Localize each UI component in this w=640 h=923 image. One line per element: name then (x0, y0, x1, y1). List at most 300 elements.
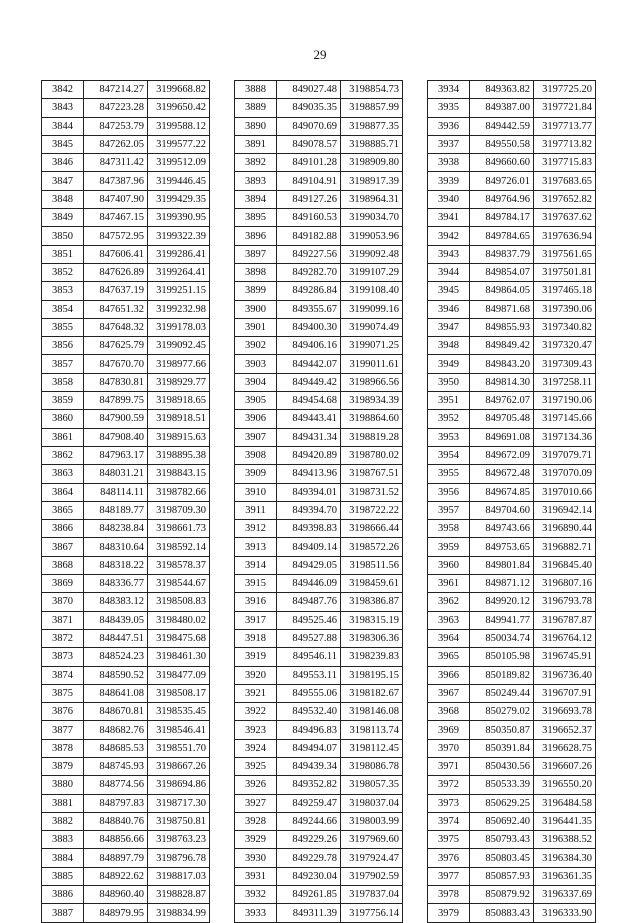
table-row (428, 135, 596, 153)
x-coordinate-cell: 850803.45 (470, 849, 534, 867)
point-id-cell: 3973 (428, 794, 470, 812)
table-row (235, 703, 403, 721)
x-coordinate-cell: 849843.20 (470, 355, 534, 373)
table-row (42, 703, 210, 721)
y-coordinate-cell: 3198551.70 (148, 739, 210, 757)
x-coordinate-cell: 848745.93 (84, 757, 148, 775)
y-coordinate-cell: 3198780.02 (341, 446, 403, 464)
x-coordinate-cell: 847670.70 (84, 355, 148, 373)
x-coordinate-cell: 849420.89 (277, 446, 341, 464)
point-id-cell: 3965 (428, 648, 470, 666)
point-id-cell: 3875 (42, 684, 84, 702)
y-coordinate-cell: 3199264.41 (148, 263, 210, 281)
y-coordinate-cell: 3198817.03 (148, 867, 210, 885)
x-coordinate-cell: 848979.95 (84, 904, 148, 922)
point-id-cell: 3874 (42, 666, 84, 684)
y-coordinate-cell: 3196628.75 (534, 739, 596, 757)
point-id-cell: 3940 (428, 190, 470, 208)
point-id-cell: 3939 (428, 172, 470, 190)
table-row (42, 99, 210, 117)
x-coordinate-cell: 847387.96 (84, 172, 148, 190)
x-coordinate-cell: 849546.11 (277, 648, 341, 666)
x-coordinate-cell: 849532.40 (277, 703, 341, 721)
table-row (235, 593, 403, 611)
point-id-cell: 3977 (428, 867, 470, 885)
point-id-cell: 3926 (235, 776, 277, 794)
x-coordinate-cell: 849855.93 (470, 318, 534, 336)
point-id-cell: 3872 (42, 629, 84, 647)
x-coordinate-cell: 848797.83 (84, 794, 148, 812)
table-row (42, 263, 210, 281)
x-coordinate-cell: 848383.12 (84, 593, 148, 611)
point-id-cell: 3903 (235, 355, 277, 373)
table-row (428, 867, 596, 885)
table-row (42, 520, 210, 538)
y-coordinate-cell: 3199092.48 (341, 245, 403, 263)
x-coordinate-cell: 847606.41 (84, 245, 148, 263)
point-id-cell: 3895 (235, 209, 277, 227)
table-row (42, 209, 210, 227)
y-coordinate-cell: 3199577.22 (148, 135, 210, 153)
table-row (235, 757, 403, 775)
x-coordinate-cell: 849871.12 (470, 575, 534, 593)
table-row (428, 538, 596, 556)
y-coordinate-cell: 3196942.14 (534, 501, 596, 519)
x-coordinate-cell: 847407.90 (84, 190, 148, 208)
x-coordinate-cell: 847637.19 (84, 282, 148, 300)
x-coordinate-cell: 849311.39 (277, 904, 341, 922)
x-coordinate-cell: 848238.84 (84, 520, 148, 538)
table-row (428, 703, 596, 721)
point-id-cell: 3974 (428, 812, 470, 830)
table-row (428, 465, 596, 483)
page-number: 29 (313, 47, 327, 62)
point-id-cell: 3870 (42, 593, 84, 611)
y-coordinate-cell: 3198731.52 (341, 483, 403, 501)
y-coordinate-cell: 3198763.23 (148, 831, 210, 849)
table-row (428, 593, 596, 611)
x-coordinate-cell: 848840.76 (84, 812, 148, 830)
x-coordinate-cell: 849550.58 (470, 135, 534, 153)
y-coordinate-cell: 3196337.69 (534, 886, 596, 904)
table-row (42, 886, 210, 904)
table-row (428, 684, 596, 702)
point-id-cell: 3948 (428, 337, 470, 355)
point-id-cell: 3902 (235, 337, 277, 355)
point-id-cell: 3936 (428, 117, 470, 135)
y-coordinate-cell: 3197756.14 (341, 904, 403, 922)
table-row (235, 684, 403, 702)
x-coordinate-cell: 849027.48 (277, 81, 341, 99)
x-coordinate-cell: 847908.40 (84, 428, 148, 446)
table-row (428, 81, 596, 99)
x-coordinate-cell: 847467.15 (84, 209, 148, 227)
point-id-cell: 3850 (42, 227, 84, 245)
y-coordinate-cell: 3197837.04 (341, 886, 403, 904)
point-id-cell: 3852 (42, 263, 84, 281)
point-id-cell: 3938 (428, 154, 470, 172)
point-id-cell: 3978 (428, 886, 470, 904)
table-row (42, 794, 210, 812)
y-coordinate-cell: 3198843.15 (148, 465, 210, 483)
x-coordinate-cell: 847572.95 (84, 227, 148, 245)
x-coordinate-cell: 850793.43 (470, 831, 534, 849)
table-row (42, 611, 210, 629)
x-coordinate-cell: 849409.14 (277, 538, 341, 556)
y-coordinate-cell: 3198934.39 (341, 392, 403, 410)
table-row (42, 428, 210, 446)
point-id-cell: 3979 (428, 904, 470, 922)
point-id-cell: 3947 (428, 318, 470, 336)
x-coordinate-cell: 847900.59 (84, 410, 148, 428)
table-row (235, 154, 403, 172)
x-coordinate-cell: 849487.76 (277, 593, 341, 611)
table-row (42, 721, 210, 739)
x-coordinate-cell: 849494.07 (277, 739, 341, 757)
y-coordinate-cell: 3197134.36 (534, 428, 596, 446)
point-id-cell: 3912 (235, 520, 277, 538)
y-coordinate-cell: 3198828.87 (148, 886, 210, 904)
y-coordinate-cell: 3196693.78 (534, 703, 596, 721)
x-coordinate-cell: 850883.43 (470, 904, 534, 922)
y-coordinate-cell: 3197713.82 (534, 135, 596, 153)
y-coordinate-cell: 3199322.39 (148, 227, 210, 245)
x-coordinate-cell: 849244.66 (277, 812, 341, 830)
coordinate-table-3 (427, 80, 596, 923)
y-coordinate-cell: 3198767.51 (341, 465, 403, 483)
point-id-cell: 3871 (42, 611, 84, 629)
x-coordinate-cell: 847311.42 (84, 154, 148, 172)
coordinate-table-2 (234, 80, 403, 923)
table-row (235, 81, 403, 99)
point-id-cell: 3893 (235, 172, 277, 190)
x-coordinate-cell: 849160.53 (277, 209, 341, 227)
table-row (428, 154, 596, 172)
y-coordinate-cell: 3196441.35 (534, 812, 596, 830)
table-row (42, 117, 210, 135)
point-id-cell: 3970 (428, 739, 470, 757)
table-row (235, 172, 403, 190)
y-coordinate-cell: 3198146.08 (341, 703, 403, 721)
table-row (235, 648, 403, 666)
x-coordinate-cell: 849413.96 (277, 465, 341, 483)
y-coordinate-cell: 3198666.44 (341, 520, 403, 538)
y-coordinate-cell: 3198915.63 (148, 428, 210, 446)
y-coordinate-cell: 3198834.99 (148, 904, 210, 922)
point-id-cell: 3914 (235, 556, 277, 574)
table-row (235, 812, 403, 830)
x-coordinate-cell: 850279.02 (470, 703, 534, 721)
table-row (42, 172, 210, 190)
point-id-cell: 3905 (235, 392, 277, 410)
x-coordinate-cell: 847626.89 (84, 263, 148, 281)
y-coordinate-cell: 3197924.47 (341, 849, 403, 867)
x-coordinate-cell: 849363.82 (470, 81, 534, 99)
table-row (42, 465, 210, 483)
x-coordinate-cell: 849941.77 (470, 611, 534, 629)
table-row (428, 648, 596, 666)
x-coordinate-cell: 847830.81 (84, 373, 148, 391)
y-coordinate-cell: 3198544.67 (148, 575, 210, 593)
x-coordinate-cell: 849674.85 (470, 483, 534, 501)
point-id-cell: 3877 (42, 721, 84, 739)
point-id-cell: 3972 (428, 776, 470, 794)
x-coordinate-cell: 849496.83 (277, 721, 341, 739)
x-coordinate-cell: 849229.26 (277, 831, 341, 849)
y-coordinate-cell: 3199074.49 (341, 318, 403, 336)
point-id-cell: 3862 (42, 446, 84, 464)
y-coordinate-cell: 3199668.82 (148, 81, 210, 99)
table-row (235, 611, 403, 629)
y-coordinate-cell: 3199108.40 (341, 282, 403, 300)
x-coordinate-cell: 847899.75 (84, 392, 148, 410)
table-row (42, 483, 210, 501)
y-coordinate-cell: 3198592.14 (148, 538, 210, 556)
table-row (428, 172, 596, 190)
table-row (42, 849, 210, 867)
y-coordinate-cell: 3196333.90 (534, 904, 596, 922)
table-row (42, 867, 210, 885)
x-coordinate-cell: 847253.79 (84, 117, 148, 135)
y-coordinate-cell: 3199286.41 (148, 245, 210, 263)
table-row (235, 904, 403, 922)
point-id-cell: 3971 (428, 757, 470, 775)
table-row (428, 355, 596, 373)
point-id-cell: 3958 (428, 520, 470, 538)
x-coordinate-cell: 849101.28 (277, 154, 341, 172)
x-coordinate-cell: 847651.32 (84, 300, 148, 318)
point-id-cell: 3863 (42, 465, 84, 483)
table-row (428, 849, 596, 867)
y-coordinate-cell: 3197969.60 (341, 831, 403, 849)
x-coordinate-cell: 849555.06 (277, 684, 341, 702)
x-coordinate-cell: 848856.66 (84, 831, 148, 849)
y-coordinate-cell: 3199251.15 (148, 282, 210, 300)
point-id-cell: 3900 (235, 300, 277, 318)
y-coordinate-cell: 3198239.83 (341, 648, 403, 666)
point-id-cell: 3878 (42, 739, 84, 757)
y-coordinate-cell: 3197902.59 (341, 867, 403, 885)
x-coordinate-cell: 848439.05 (84, 611, 148, 629)
y-coordinate-cell: 3196845.40 (534, 556, 596, 574)
x-coordinate-cell: 848641.08 (84, 684, 148, 702)
y-coordinate-cell: 3198722.22 (341, 501, 403, 519)
x-coordinate-cell: 849762.07 (470, 392, 534, 410)
y-coordinate-cell: 3199011.61 (341, 355, 403, 373)
x-coordinate-cell: 849672.48 (470, 465, 534, 483)
x-coordinate-cell: 848336.77 (84, 575, 148, 593)
point-id-cell: 3933 (235, 904, 277, 922)
y-coordinate-cell: 3198918.65 (148, 392, 210, 410)
point-id-cell: 3864 (42, 483, 84, 501)
x-coordinate-cell: 849400.30 (277, 318, 341, 336)
x-coordinate-cell: 849429.05 (277, 556, 341, 574)
y-coordinate-cell: 3197715.83 (534, 154, 596, 172)
y-coordinate-cell: 3198572.26 (341, 538, 403, 556)
x-coordinate-cell: 850391.84 (470, 739, 534, 757)
x-coordinate-cell: 849282.70 (277, 263, 341, 281)
point-id-cell: 3884 (42, 849, 84, 867)
y-coordinate-cell: 3197145.66 (534, 410, 596, 428)
y-coordinate-cell: 3199178.03 (148, 318, 210, 336)
table-row (235, 739, 403, 757)
y-coordinate-cell: 3198964.31 (341, 190, 403, 208)
point-id-cell: 3937 (428, 135, 470, 153)
x-coordinate-cell: 848685.53 (84, 739, 148, 757)
x-coordinate-cell: 849691.08 (470, 428, 534, 446)
table-row (428, 209, 596, 227)
y-coordinate-cell: 3196745.91 (534, 648, 596, 666)
point-id-cell: 3847 (42, 172, 84, 190)
x-coordinate-cell: 849127.26 (277, 190, 341, 208)
table-row (428, 812, 596, 830)
point-id-cell: 3928 (235, 812, 277, 830)
y-coordinate-cell: 3198578.37 (148, 556, 210, 574)
point-id-cell: 3882 (42, 812, 84, 830)
point-id-cell: 3949 (428, 355, 470, 373)
y-coordinate-cell: 3197683.65 (534, 172, 596, 190)
y-coordinate-cell: 3196652.37 (534, 721, 596, 739)
point-id-cell: 3890 (235, 117, 277, 135)
y-coordinate-cell: 3198709.30 (148, 501, 210, 519)
point-id-cell: 3910 (235, 483, 277, 501)
point-id-cell: 3881 (42, 794, 84, 812)
point-id-cell: 3908 (235, 446, 277, 464)
point-id-cell: 3911 (235, 501, 277, 519)
point-id-cell: 3954 (428, 446, 470, 464)
x-coordinate-cell: 847963.17 (84, 446, 148, 464)
point-id-cell: 3868 (42, 556, 84, 574)
table-row (42, 282, 210, 300)
point-id-cell: 3964 (428, 629, 470, 647)
y-coordinate-cell: 3198037.04 (341, 794, 403, 812)
point-id-cell: 3880 (42, 776, 84, 794)
point-id-cell: 3975 (428, 831, 470, 849)
y-coordinate-cell: 3198306.36 (341, 629, 403, 647)
point-id-cell: 3918 (235, 629, 277, 647)
table-row (42, 227, 210, 245)
point-id-cell: 3950 (428, 373, 470, 391)
x-coordinate-cell: 849442.07 (277, 355, 341, 373)
y-coordinate-cell: 3197465.18 (534, 282, 596, 300)
table-row (428, 611, 596, 629)
x-coordinate-cell: 849672.09 (470, 446, 534, 464)
point-id-cell: 3861 (42, 428, 84, 446)
point-id-cell: 3941 (428, 209, 470, 227)
y-coordinate-cell: 3198195.15 (341, 666, 403, 684)
table-row (428, 666, 596, 684)
y-coordinate-cell: 3198782.66 (148, 483, 210, 501)
table-row (235, 849, 403, 867)
y-coordinate-cell: 3198917.39 (341, 172, 403, 190)
y-coordinate-cell: 3196361.35 (534, 867, 596, 885)
point-id-cell: 3968 (428, 703, 470, 721)
y-coordinate-cell: 3197501.81 (534, 263, 596, 281)
table-row (42, 556, 210, 574)
point-id-cell: 3917 (235, 611, 277, 629)
table-row (235, 318, 403, 336)
point-id-cell: 3853 (42, 282, 84, 300)
table-row (428, 520, 596, 538)
table-row (428, 886, 596, 904)
table-row (428, 575, 596, 593)
point-id-cell: 3934 (428, 81, 470, 99)
point-id-cell: 3869 (42, 575, 84, 593)
x-coordinate-cell: 848310.64 (84, 538, 148, 556)
table-row (235, 428, 403, 446)
point-id-cell: 3879 (42, 757, 84, 775)
table-row (235, 190, 403, 208)
table-row (235, 117, 403, 135)
point-id-cell: 3919 (235, 648, 277, 666)
x-coordinate-cell: 848774.56 (84, 776, 148, 794)
table-row (235, 629, 403, 647)
y-coordinate-cell: 3198819.28 (341, 428, 403, 446)
point-id-cell: 3962 (428, 593, 470, 611)
table-row (42, 629, 210, 647)
y-coordinate-cell: 3196736.40 (534, 666, 596, 684)
x-coordinate-cell: 849660.60 (470, 154, 534, 172)
y-coordinate-cell: 3198885.71 (341, 135, 403, 153)
table-row (235, 355, 403, 373)
y-coordinate-cell: 3198929.77 (148, 373, 210, 391)
table-row (428, 392, 596, 410)
y-coordinate-cell: 3198112.45 (341, 739, 403, 757)
point-id-cell: 3844 (42, 117, 84, 135)
x-coordinate-cell: 850189.82 (470, 666, 534, 684)
x-coordinate-cell: 849446.09 (277, 575, 341, 593)
point-id-cell: 3959 (428, 538, 470, 556)
y-coordinate-cell: 3196787.87 (534, 611, 596, 629)
table-row (42, 154, 210, 172)
table-row (428, 263, 596, 281)
coordinate-table-1 (41, 80, 210, 923)
point-id-cell: 3848 (42, 190, 84, 208)
table-row (428, 117, 596, 135)
table-row (42, 666, 210, 684)
table-row (235, 831, 403, 849)
x-coordinate-cell: 848318.22 (84, 556, 148, 574)
x-coordinate-cell: 849229.78 (277, 849, 341, 867)
point-id-cell: 3944 (428, 263, 470, 281)
point-id-cell: 3885 (42, 867, 84, 885)
table-row (235, 666, 403, 684)
table-row (428, 245, 596, 263)
x-coordinate-cell: 849078.57 (277, 135, 341, 153)
x-coordinate-cell: 848189.77 (84, 501, 148, 519)
x-coordinate-cell: 849449.42 (277, 373, 341, 391)
point-id-cell: 3915 (235, 575, 277, 593)
y-coordinate-cell: 3199092.45 (148, 337, 210, 355)
point-id-cell: 3866 (42, 520, 84, 538)
table-row (235, 245, 403, 263)
y-coordinate-cell: 3199099.16 (341, 300, 403, 318)
x-coordinate-cell: 849705.48 (470, 410, 534, 428)
y-coordinate-cell: 3198857.99 (341, 99, 403, 117)
point-id-cell: 3923 (235, 721, 277, 739)
y-coordinate-cell: 3198750.81 (148, 812, 210, 830)
table-row (235, 794, 403, 812)
x-coordinate-cell: 849431.34 (277, 428, 341, 446)
point-id-cell: 3935 (428, 99, 470, 117)
x-coordinate-cell: 849784.65 (470, 227, 534, 245)
y-coordinate-cell: 3198854.73 (341, 81, 403, 99)
x-coordinate-cell: 849439.34 (277, 757, 341, 775)
y-coordinate-cell: 3196607.26 (534, 757, 596, 775)
point-id-cell: 3952 (428, 410, 470, 428)
y-coordinate-cell: 3198386.87 (341, 593, 403, 611)
table-row (428, 483, 596, 501)
